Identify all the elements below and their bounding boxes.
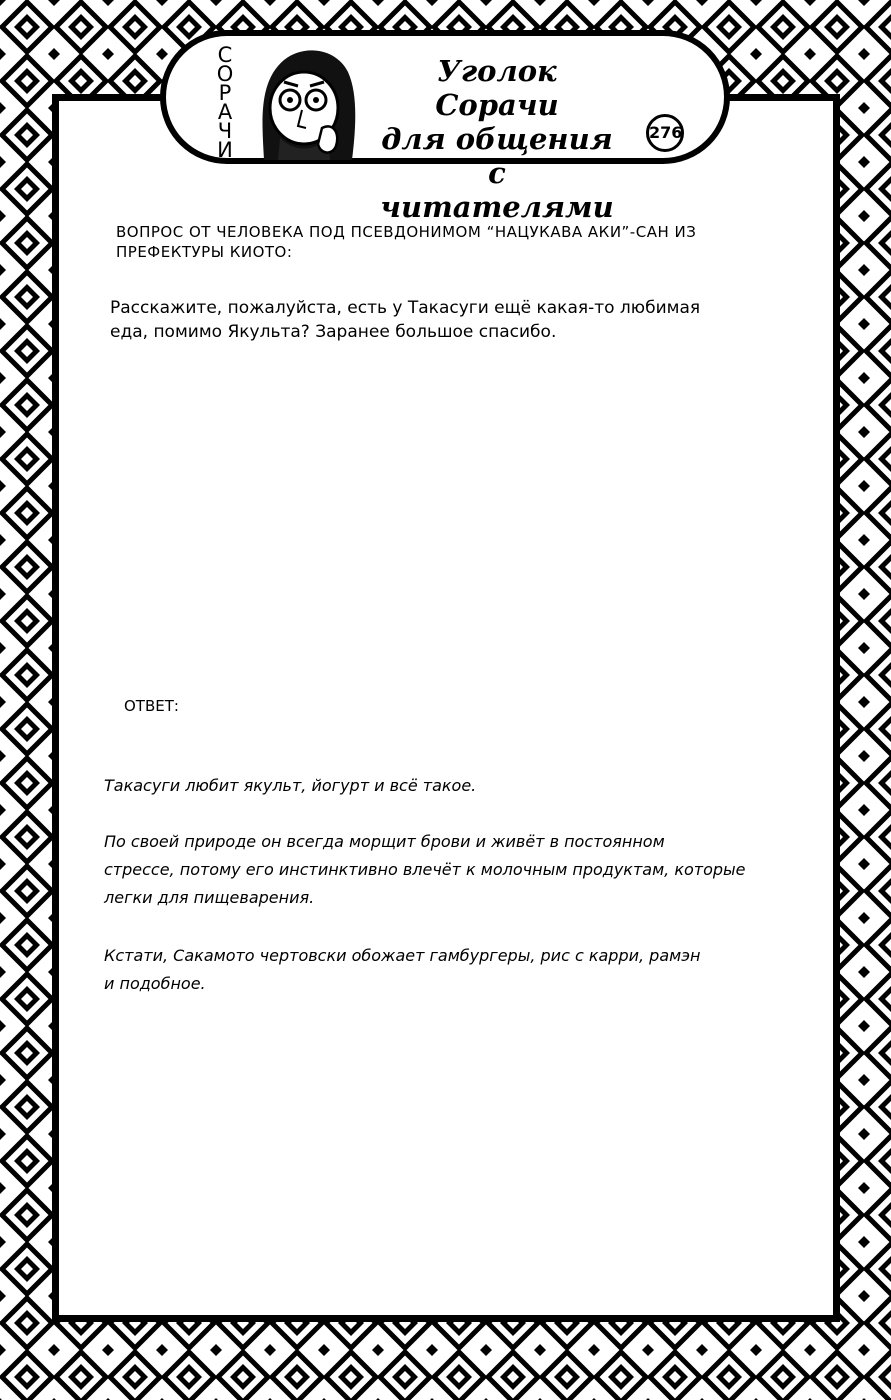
question-label: ВОПРОС ОТ ЧЕЛОВЕКА ПОД ПСЕВДОНИМОМ “НАЦУКАВА АКИ”-САН ИЗ ПРЕФЕКТУРЫ КИОТО:: [116, 223, 697, 261]
vertical-author-label: С О Р А Ч И: [216, 43, 234, 162]
answer-paragraph: Кстати, Сакамото чертовски обожает гамбургеры, рис с карри, рамэн и подобное.: [104, 946, 701, 993]
issue-number-badge: 276: [646, 114, 684, 152]
answer-paragraph: По своей природе он всегда морщит брови и живёт в постоянном стрессе, потому его инстинктивно влечёт к молочным продуктам, которые легки для пищеварения.: [104, 832, 746, 907]
answer-label: ОТВЕТ:: [124, 697, 179, 715]
question-text: Расскажите, пожалуйста, есть у Такасуги ещё какая-то любимая еда, помимо Якульта? Заранее большое спасибо.: [110, 298, 701, 342]
column-header: [160, 30, 730, 224]
author-portrait-icon: [244, 42, 364, 160]
answer-paragraph: Такасуги любит якульт, йогурт и всё такое.: [104, 776, 477, 795]
column-title: Уголок Сорачи для общения с читателями: [380, 54, 614, 224]
